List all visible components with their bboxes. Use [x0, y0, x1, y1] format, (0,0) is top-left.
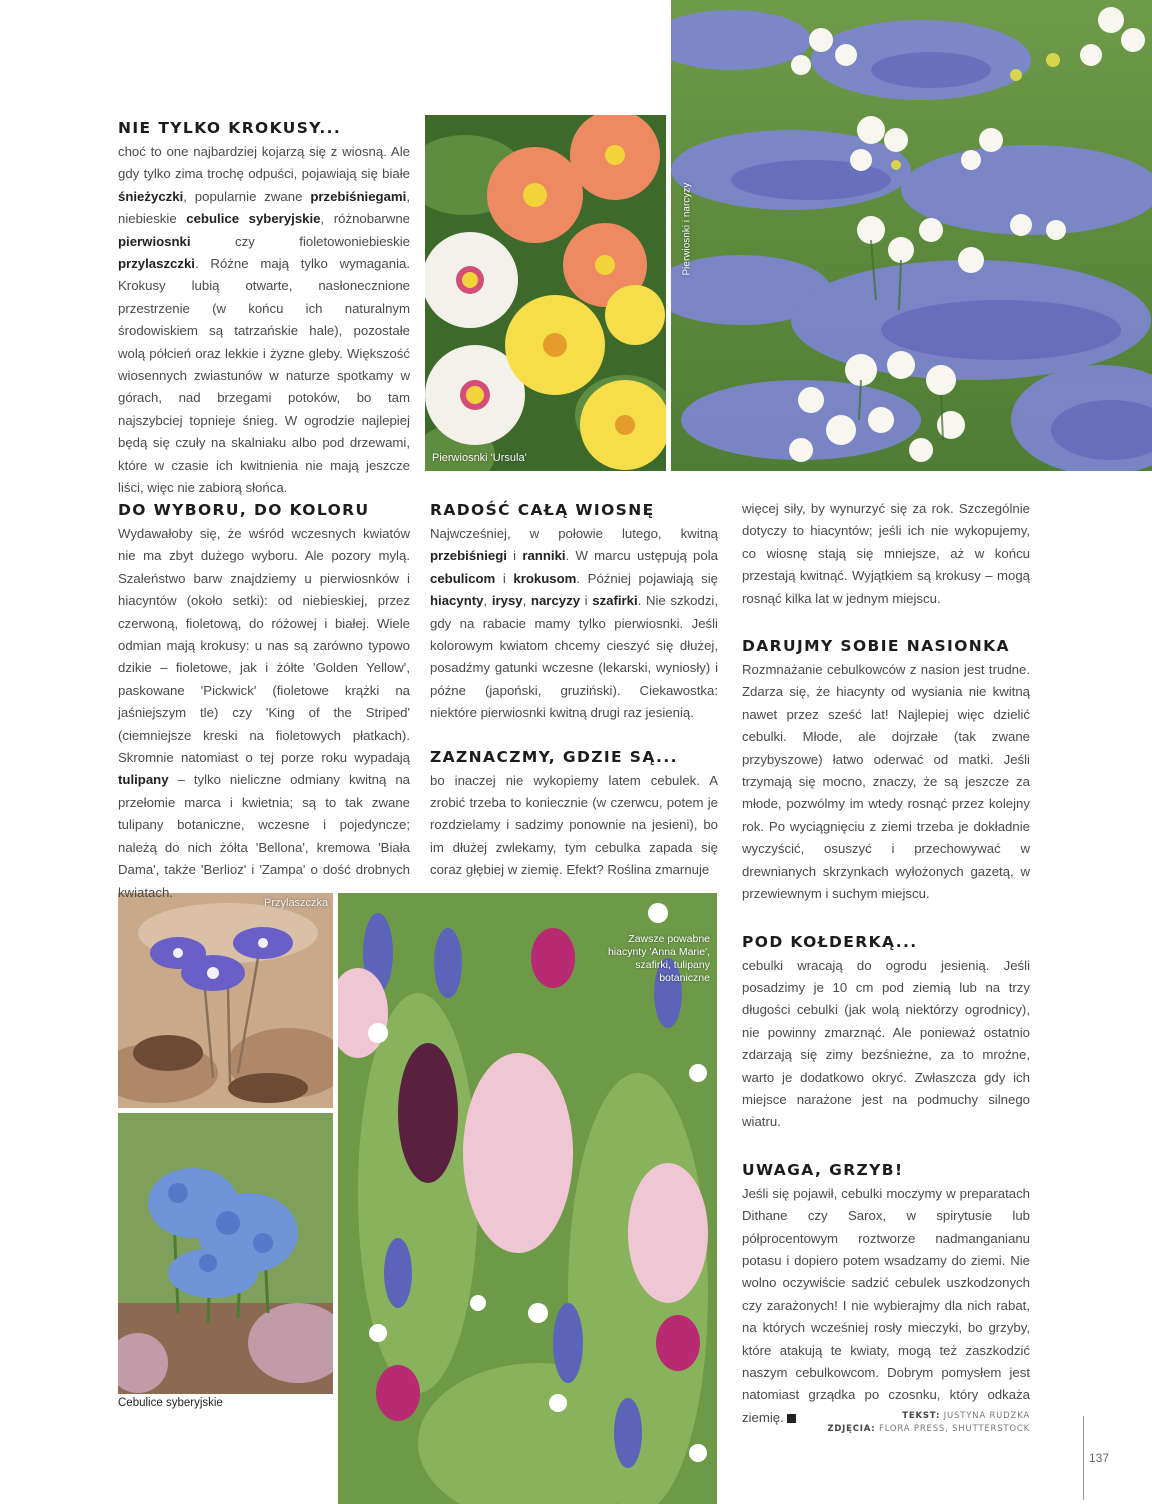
keyword-cebulicom: cebulicom: [430, 570, 496, 586]
credit-text-author: JUSTYNA RUDZKA: [943, 1411, 1030, 1421]
keyword-hiacynty: hiacynty: [430, 593, 484, 609]
paragraph-nie-tylko-krokusy: choć to one najbardziej kojarzą się z wiosną. Ale gdy tylko zima trochę odpuści, pojawiają się białe śnieżyczki, popularnie zwane przebiśniegami, niebieskie cebulice syberyjskie, różnobarwne pierwiosnki czy fioletowoniebieskie przylaszczki. Różne mają tylko wymagania. Krokusy lubią otwarte, nasłonecznione przestrzenie (w końcu ich naturalnym środowiskiem są tatrzańskie hale), pozostałe wolą półcień oraz lekkie i żyzne gleby. Większość wiosennych zwiastunów w naturze spotkamy w górach, nad brzegami potoków, bo tam najszybciej topnieje śnieg. W ogrodzie najlepiej będą się czuły na skalniaku albo pod drzewami, które w czasie ich kwitnienia nie mają jeszcze liści, więc nie zabiorą słońca.: [118, 144, 410, 496]
keyword-narcyzy: narcyzy: [530, 593, 581, 609]
photo-hyacinths-tulips: [338, 893, 717, 1504]
photo-scilla: [118, 1113, 333, 1394]
heading-pod-kolderka: POD KOŁDERKĄ...: [742, 932, 918, 951]
heading-zaznaczmy: ZAZNACZMY, GDZIE SĄ...: [430, 747, 678, 766]
heading-do-wyboru: DO WYBORU, DO KOLORU: [118, 501, 370, 519]
keyword-ranniki: ranniki: [522, 548, 566, 564]
heading-darujmy: DARUJMY SOBIE NASIONKA: [742, 637, 1010, 656]
section-radosc: [430, 498, 718, 882]
keyword-pierwiosnki: pierwiosnki: [118, 233, 191, 249]
paragraph-uwaga-grzyb: Jeśli się pojawił, cebulki moczymy w preparatach Dithane czy Sarox, w spirytusie lub półprocentowym roztworze nadmanganianu potasu i dopiero potem wsadzamy do ziemi. Nie wolno oczywiście sadzić cebulek uszkodzonych czy zarażonych! I nie wybierajmy dla nich rabat, na których wcześniej rosły mieczyki, bo grzyby, które atakują te kwiaty, mogą też zaszkodzić naszym cebulkowcom. Dobrym pomysłem jest natomiast grządka po czosnku, który odkaża ziemię.: [742, 1185, 1030, 1425]
page-number-divider: [1083, 1416, 1084, 1500]
heading-radosc: RADOŚĆ CAŁĄ WIOSNĘ: [430, 501, 655, 519]
heading-nie-tylko-krokusy: NIE TYLKO KROKUSY...: [118, 119, 342, 137]
paragraph-pod-kolderka: cebulki wracają do ogrodu jesienią. Jeśli posadzimy je 10 cm pod ziemią lub na trzy długości cebulki (jak wolą niektórzy ogrodnicy), nie powinny zmarznąć. Ale ponieważ ostatnio zdarzają się zimy bezśnieżne, za to mroźne, warto je dodatkowo okryć. Zwłaszcza gdy ich miejsce narażone jest na podmuchy silnego wiatru.: [742, 957, 1030, 1130]
keyword-przylaszczki: przylaszczki: [118, 256, 195, 272]
keyword-tulipany: tulipany: [118, 772, 169, 788]
page-number: 137: [1089, 1451, 1110, 1465]
heading-uwaga-grzyb: UWAGA, GRZYB!: [742, 1160, 904, 1179]
credits: [827, 1410, 1030, 1436]
section-nie-tylko-krokusy: [118, 116, 410, 500]
photo-garden-narcissus-violas: [671, 0, 1152, 471]
photo-caption-primroses: Pierwiosnki 'Ursula': [432, 452, 527, 464]
photo-hepatica: [118, 893, 333, 1108]
paragraph-continuation: więcej siły, by wynurzyć się za rok. Szczególnie dotyczy to hiacyntów; jeśli ich nie wykopujemy, co wiosnę stają się mniejsze, aż w końcu przestają kwitnąć. Wyjątkiem są krokusy – mogą rosnąć kilka lat w jednym miejscu.: [742, 501, 1030, 606]
photo-caption-scilla: Cebulice syberyjskie: [118, 1397, 223, 1409]
section-do-wyboru: [118, 498, 410, 904]
keyword-szafirki: szafirki: [592, 593, 638, 609]
paragraph-radosc: Najwcześniej, w połowie lutego, kwitną przebiśniegi i ranniki. W marcu ustępują pola cebulicom i krokusom. Później pojawiają się hiacynty, irysy, narcyzy i szafirki. Nie szkodzi, gdy na rabacie mamy tylko pierwiosnki. Jeśli kolorowym kwiatom chcemy cieszyć się dłużej, posadźmy gatunki wczesne (lekarski, wyniosły) i późne (japoński, gruziński). Ciekawostka: niektóre pierwiosnki kwitną drugi raz jesienią.: [430, 526, 719, 721]
keyword-krokusom: krokusom: [513, 570, 577, 586]
credit-photo-source: FLORA PRESS, SHUTTERSTOCK: [879, 1424, 1030, 1434]
photo-primroses: [425, 115, 666, 471]
credit-text-label: TEKST:: [902, 1411, 941, 1421]
keyword-przebisniegi: przebiśniegi: [430, 548, 507, 564]
end-mark: [787, 1414, 796, 1423]
paragraph-zaznaczmy: bo inaczej nie wykopiemy latem cebulek. A zrobić trzeba to koniecznie (w czerwcu, potem je rozdzielamy i sadzimy ponownie na jesieni), bo im dłużej zwlekamy, tym cebulka zapada się coraz głębiej w ziemię. Efekt? Roślina zmarnuje: [430, 772, 718, 878]
credit-photo-label: ZDJĘCIA:: [827, 1424, 876, 1434]
photo-caption-vertical: Pierwiosnki i narcyzy: [681, 182, 693, 276]
photo-caption-hepatica: Przylaszczka: [264, 897, 329, 909]
keyword-sniezyczki: śnieżyczki: [118, 188, 184, 204]
keyword-cebulice: cebulice syberyjskie: [186, 211, 321, 227]
paragraph-do-wyboru: Wydawałoby się, że wśród wczesnych kwiatów nie ma zbyt dużego wyboru. Ale pozory mylą. Szaleństwo barw znajdziemy u pierwiosnków i hiacyntów (około setki): od niebieskiej, przez czerwoną, fioletową, do różowej i białej. Wiele odmian mają krokusy: u nas są zarówno typowo dzikie – fioletowe, jak i żółte 'Golden Yellow', paskowane 'Pickwick' (fioletowe krążki na jaśniejszym tle) czy 'King of the Striped' (ciemniejsze kreski na fioletowych płatkach). Skromnie natomiast o tej porze roku wypadają tulipany – tylko nieliczne odmiany kwitną na przełomie marca i kwietnia; są to tak zwane tulipany botaniczne, wczesne i pojedyncze; należą do nich żółta 'Bellona', kremowa 'Biała Dama', także 'Berlioz' i 'Zampa' o dość drobnych kwiatach.: [118, 526, 410, 900]
keyword-przebisniegami: przebiśniegami: [310, 188, 407, 204]
section-column-three: [742, 498, 1030, 1429]
keyword-irysy: irysy: [491, 593, 523, 609]
paragraph-darujmy: Rozmnażanie cebulkowców z nasion jest trudne. Zdarza się, że hiacynty od wysiania nie kwitną nawet przez sześć lat! Najlepiej więc dzielić cebulki. Młode, ale dojrzałe (tak zwane przybyszowe) łatwo oderwać od matki. Jeśli trzymają się mocno, znaczy, że są jeszcze za młode, pozwólmy im wtedy rosnąć przez kolejny rok. Po wyciągnięciu z ziemi trzeba je dokładnie wyczyścić, osuszyć i przechowywać w drewnianych skrzynkach wyłożonych gazetą, w przewiewnym i suchym miejscu.: [742, 662, 1030, 902]
photo-caption-hyacinths: Zawsze powabne hiacynty 'Anna Marie', szafirki, tulipany botaniczne: [607, 933, 710, 984]
